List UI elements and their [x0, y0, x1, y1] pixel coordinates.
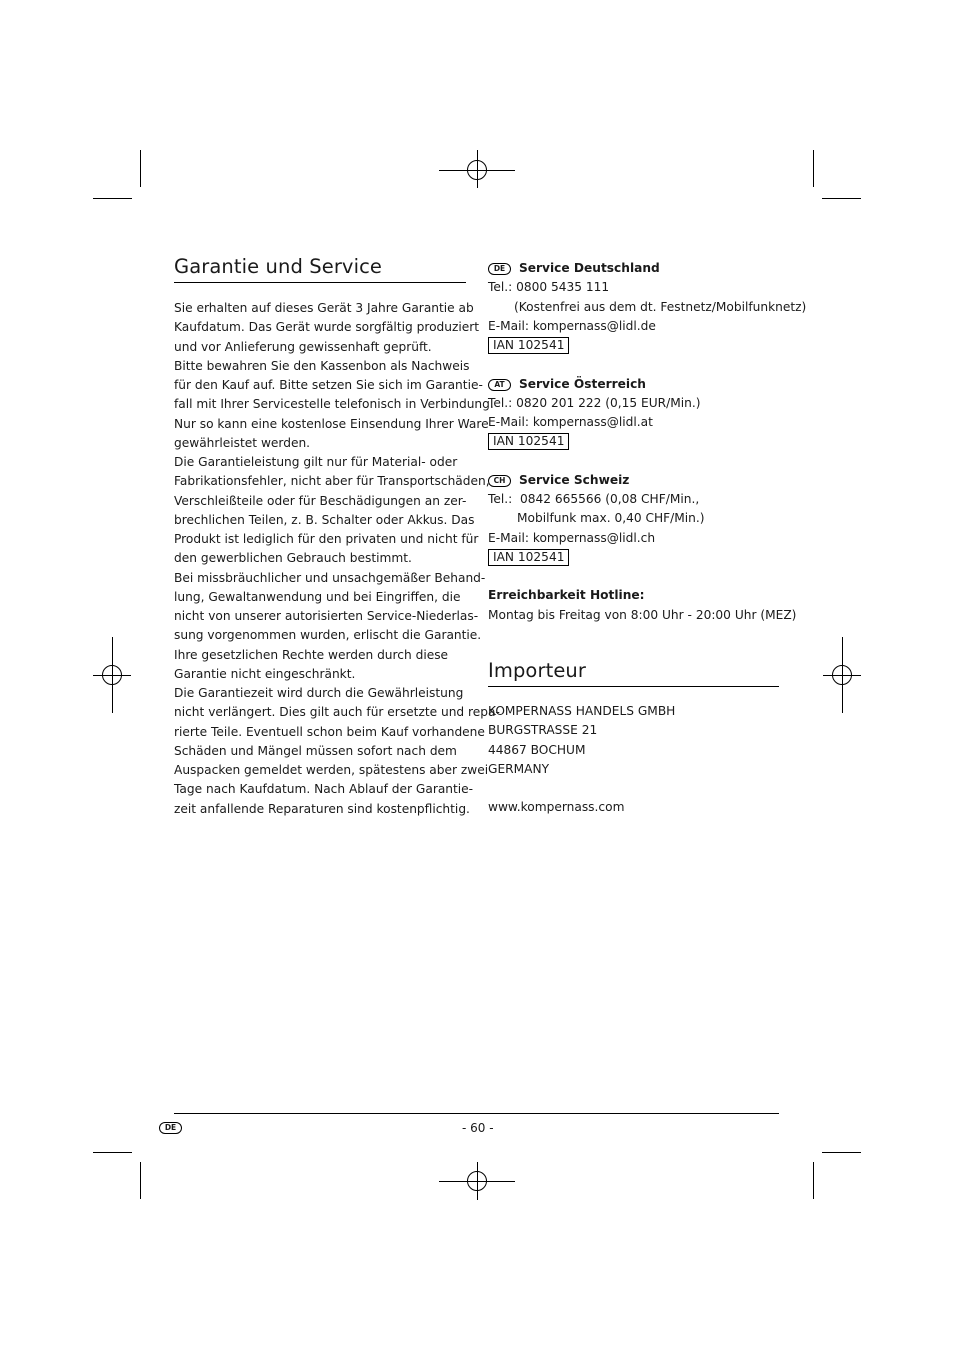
- service-at-tel: Tel.: 0820 201 222 (0,15 EUR/Min.): [488, 395, 701, 410]
- warranty-text-line: Die Garantieleistung gilt nur für Material- oder: [174, 455, 458, 469]
- warranty-text-line: für den Kauf auf. Bitte setzen Sie sich im Garantie-: [174, 378, 483, 392]
- warranty-text-line: nicht von unserer autorisierten Service-Niederlas-: [174, 609, 479, 623]
- service-de-heading: [488, 259, 806, 278]
- flag-de-icon: DE: [488, 263, 511, 275]
- warranty-text-line: Sie erhalten auf dieses Gerät 3 Jahre Garantie ab: [174, 301, 474, 315]
- warranty-text-line: brechlichen Teilen, z. B. Schalter oder Akkus. Das: [174, 512, 475, 527]
- importer-line: KOMPERNASS HANDELS GMBH: [488, 704, 676, 718]
- warranty-text-line: lung, Gewaltanwendung und bei Eingriffen, die: [174, 589, 461, 604]
- warranty-text-line: Garantie nicht eingeschränkt.: [174, 666, 356, 681]
- warranty-text-line: sung vorgenommen wurden, erlischt die Garantie.: [174, 628, 482, 643]
- hotline-title: Erreichbarkeit Hotline:: [488, 588, 645, 603]
- flag-at-icon: AT: [488, 379, 511, 391]
- service-at-heading: [488, 375, 806, 394]
- service-ch-email: E-Mail: kompernass@lidl.ch: [488, 530, 656, 545]
- service-at-email: E-Mail: kompernass@lidl.at: [488, 415, 653, 429]
- footer-flag-de-icon: DE: [159, 1122, 182, 1134]
- service-de-tel: Tel.: 0800 5435 111: [488, 280, 610, 295]
- service-at-ian: IAN 102541: [488, 433, 569, 450]
- warranty-text-line: Bitte bewahren Sie den Kassenbon als Nachweis: [174, 358, 470, 373]
- importer-heading-rule: [488, 686, 779, 687]
- service-ch-title: Service Schweiz: [519, 472, 630, 487]
- importer-heading: Importeur: [488, 659, 586, 682]
- service-block: [488, 259, 806, 625]
- warranty-text-line: Verschleißteile oder für Beschädigungen an zer-: [174, 493, 467, 508]
- service-de-email: E-Mail: kompernass@lidl.de: [488, 318, 656, 333]
- warranty-text-line: zeit anfallende Reparaturen sind kostenpflichtig.: [174, 801, 470, 816]
- warranty-text: [174, 299, 500, 819]
- warranty-text-line: Kaufdatum. Das Gerät wurde sorgfältig produziert: [174, 320, 480, 335]
- warranty-text-line: fall mit Ihrer Servicestelle telefonisch in Verbindung.: [174, 397, 494, 412]
- warranty-text-line: Schäden und Mängel müssen sofort nach dem: [174, 743, 457, 758]
- warranty-text-line: Nur so kann eine kostenlose Einsendung Ihrer Ware: [174, 416, 489, 431]
- hotline-text: Montag bis Freitag von 8:00 Uhr - 20:00 Uhr (MEZ): [488, 607, 797, 622]
- warranty-text-line: Die Garantiezeit wird durch die Gewährleistung: [174, 686, 464, 700]
- importer-line: GERMANY: [488, 761, 550, 776]
- warranty-text-line: Produkt ist lediglich für den privaten und nicht für: [174, 532, 479, 546]
- warranty-text-line: rierte Teile. Eventuell schon beim Kauf vorhandene: [174, 724, 485, 739]
- footer-rule: [174, 1113, 779, 1114]
- flag-ch-icon: CH: [488, 475, 511, 487]
- warranty-text-line: Bei missbräuchlicher und unsachgemäßer Behand-: [174, 570, 486, 585]
- warranty-text-line: Auspacken gemeldet werden, spätestens aber zwei: [174, 763, 489, 777]
- service-ch-heading: [488, 471, 806, 490]
- importer-line: BURGSTRASSE 21: [488, 723, 598, 738]
- service-de-note: (Kostenfrei aus dem dt. Festnetz/Mobilfunknetz): [514, 299, 807, 314]
- service-ch-tel2: Mobilfunk max. 0,40 CHF/Min.): [517, 511, 705, 526]
- page-number: - 60 -: [462, 1121, 494, 1135]
- service-at-title: Service Österreich: [519, 376, 646, 391]
- warranty-text-line: den gewerblichen Gebrauch bestimmt.: [174, 551, 412, 566]
- service-de-ian: IAN 102541: [488, 337, 569, 354]
- warranty-text-line: und vor Anlieferung gewissenhaft geprüft.: [174, 339, 432, 354]
- warranty-text-line: gewährleistet werden.: [174, 435, 311, 450]
- warranty-heading: Garantie und Service: [174, 255, 383, 278]
- warranty-text-line: Tage nach Kaufdatum. Nach Ablauf der Garantie-: [174, 782, 474, 797]
- service-de-title: Service Deutschland: [519, 261, 660, 275]
- service-ch-ian: IAN 102541: [488, 549, 569, 566]
- importer-website: www.kompernass.com: [488, 800, 625, 815]
- warranty-text-line: Fabrikationsfehler, nicht aber für Transportschäden,: [174, 474, 490, 489]
- service-ch-tel: Tel.: 0842 665566 (0,08 CHF/Min.,: [488, 492, 700, 506]
- warranty-text-line: nicht verlängert. Dies gilt auch für ersetzte und repa-: [174, 705, 500, 720]
- importer-address: [488, 702, 675, 818]
- importer-line: 44867 BOCHUM: [488, 742, 586, 757]
- warranty-heading-rule: [174, 282, 466, 283]
- warranty-text-line: Ihre gesetzlichen Rechte werden durch diese: [174, 647, 449, 662]
